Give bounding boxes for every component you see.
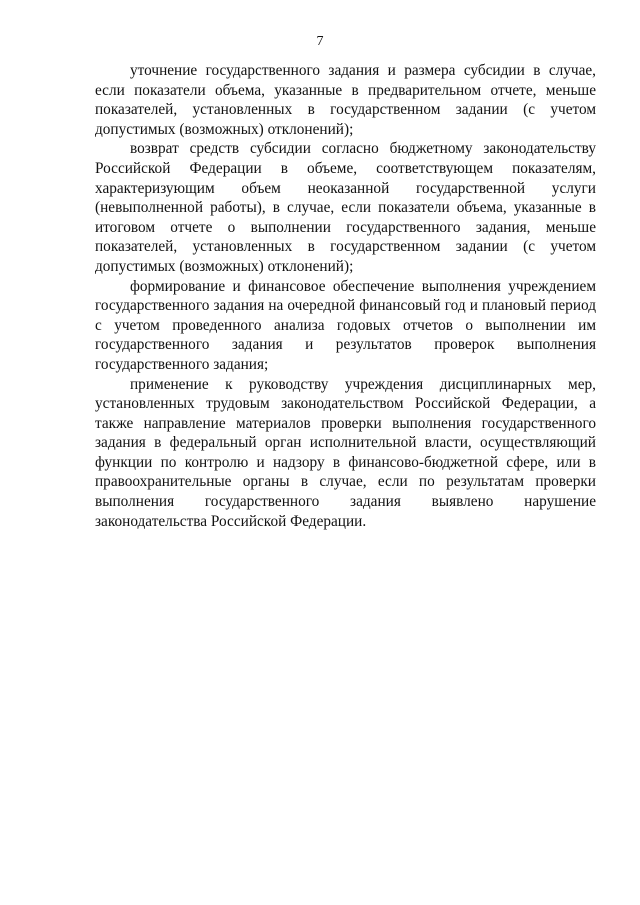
paragraph-clarification: уточнение государственного задания и размера субсидии в случае, если показатели объема, указанные в предварительном отчете, меньше показателей, установленных в государственном задании (с учетом допустимых (возможных) отклонений); [95,62,596,138]
paragraph-subsidy-return: возврат средств субсидии согласно бюджетному законодательству Российской Федерации в объеме, соответствующем показателям, характеризующим объем неоказанной государственной услуги (невыполненной работы), в случае, если показатели объема, указанные в итоговом отчете о выполнении государственного задания, меньше показателей, установленных в государственном задании (с учетом допустимых (возможных) отклонений); [95,140,596,275]
page-number: 7 [316,34,324,49]
paragraph-disciplinary-measures: применение к руководству учреждения дисциплинарных мер, установленных трудовым законодательством Российской Федерации, а также направление материалов проверки выполнения государственного задания в федеральный орган исполнительной власти, осуществляющий функции по контролю и надзору в финансово-бюджетной сфере, или в правоохранительные органы в случае, если по результатам проверки выполнения государственного задания выявлено нарушение законодательства Российской Федерации. [95,375,596,530]
paragraph-financing: формирование и финансовое обеспечение выполнения учреждением государственного задания на очередной финансовый год и плановый период с учетом проведенного анализа годовых отчетов о выполнении им государственного задания и результатов проверок выполнения государственного задания; [95,277,596,373]
document-body [95,61,596,531]
